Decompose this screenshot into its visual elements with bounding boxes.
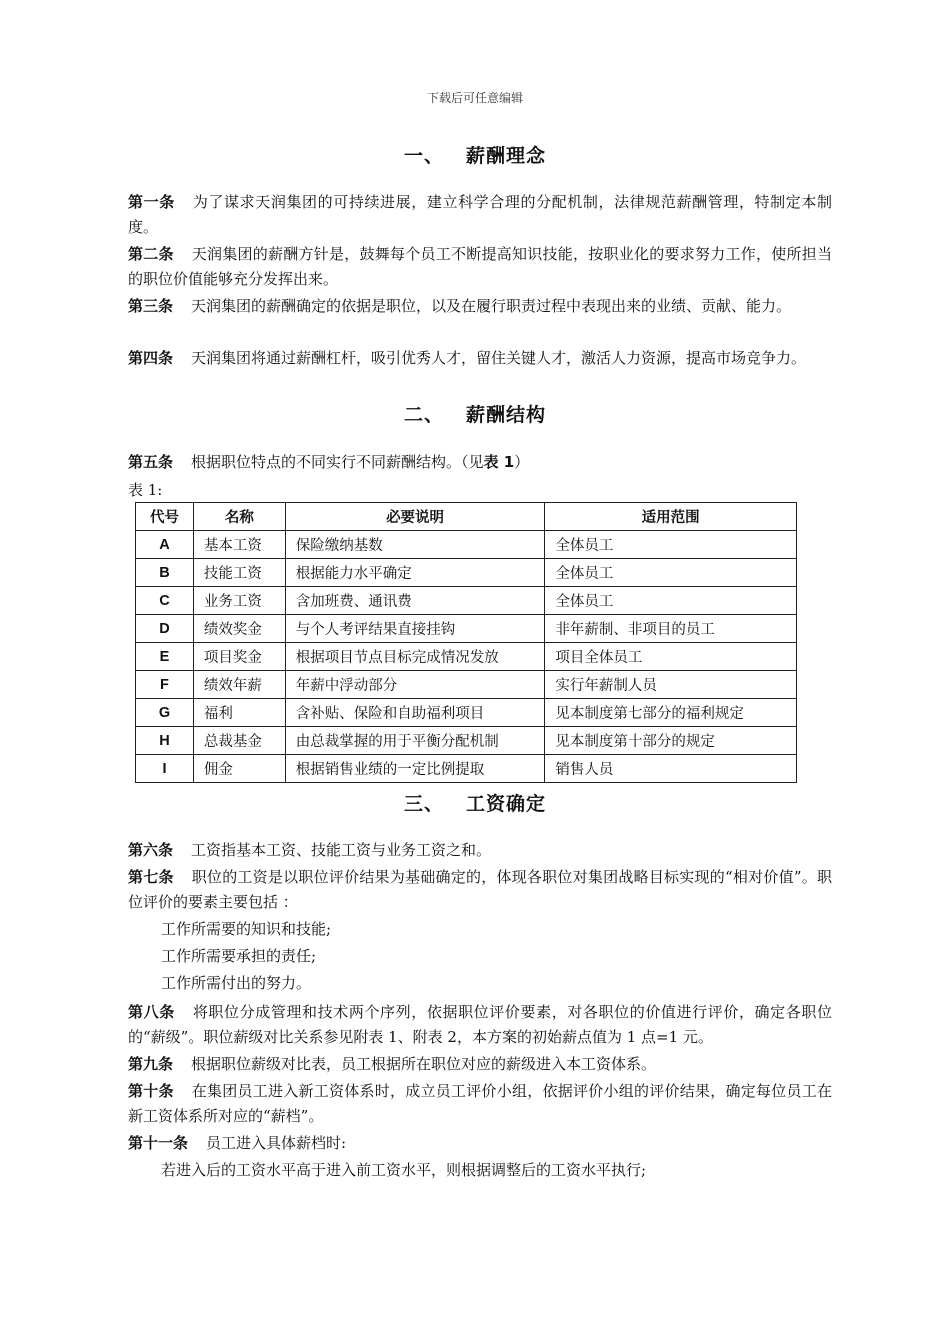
article-7-item: 工作所需要承担的责任; [161, 947, 317, 965]
cell-name: 技能工资 [193, 559, 285, 587]
cell-name: 佣金 [193, 755, 285, 783]
article-text: 根据职位薪级对比表，员工根据所在职位对应的薪级进入本工资体系。 [191, 1055, 657, 1073]
article-label: 第七条 [128, 868, 174, 886]
article-text: 天润集团的薪酬方针是，鼓舞每个员工不断提高知识技能，按职业化的要求努力工作，使所担当的职位价值能够充分发挥出来。 [128, 245, 832, 288]
cell-scope: 非年薪制、非项目的员工 [545, 615, 797, 643]
cell-scope: 见本制度第十部分的规定 [545, 727, 797, 755]
cell-description: 根据项目节点目标完成情况发放 [285, 643, 545, 671]
cell-scope: 全体员工 [545, 559, 797, 587]
cell-name: 福利 [193, 699, 285, 727]
article-11 [128, 1131, 832, 1156]
table-row [136, 727, 797, 755]
cell-description: 根据能力水平确定 [285, 559, 545, 587]
article-label: 第九条 [128, 1055, 174, 1073]
cell-code: B [136, 559, 194, 587]
article-2 [128, 242, 832, 292]
table-row [136, 531, 797, 559]
article-label: 第五条 [128, 453, 174, 471]
article-7-item: 工作所需要的知识和技能; [161, 920, 332, 938]
section-title: 薪酬理念 [466, 145, 547, 167]
article-text: 天润集团将通过薪酬杠杆，吸引优秀人才，留住关键人才，激活人力资源，提高市场竞争力。 [191, 349, 807, 367]
article-text-end: ） [514, 453, 530, 471]
table-caption: 表 1: [128, 481, 163, 499]
article-label: 第八条 [128, 1003, 175, 1021]
article-text: 为了谋求天润集团的可持续进展，建立科学合理的分配机制，法律规范薪酬管理，特制定本制度。 [128, 193, 832, 236]
cell-name: 基本工资 [193, 531, 285, 559]
cell-name: 项目奖金 [193, 643, 285, 671]
article-4 [128, 346, 832, 371]
article-text: 在集团员工进入新工资体系时，成立员工评价小组，依据评价小组的评价结果，确定每位员工在新工资体系所对应的“薪档”。 [128, 1082, 832, 1125]
article-7 [128, 865, 832, 915]
section-heading-2 [0, 400, 950, 427]
article-text: 将职位分成管理和技术两个序列，依据职位评价要素，对各职位的价值进行评价，确定各职位的“薪级”。职位薪级对比关系参见附表 1、附表 2，本方案的初始薪点值为 1 点=1 元。 [128, 1003, 832, 1046]
cell-name: 绩效年薪 [193, 671, 285, 699]
article-text: 根据职位特点的不同实行不同薪酬结构。（见 [191, 453, 484, 471]
article-text: 天润集团的薪酬确定的依据是职位，以及在履行职责过程中表现出来的业绩、贡献、能力。 [191, 297, 792, 315]
header-code: 代号 [136, 503, 194, 531]
article-label: 第十条 [128, 1082, 174, 1100]
cell-code: I [136, 755, 194, 783]
table-row [136, 755, 797, 783]
article-5 [128, 450, 832, 475]
cell-scope: 见本制度第七部分的福利规定 [545, 699, 797, 727]
article-7-item: 工作所需付出的努力。 [161, 974, 312, 992]
cell-code: F [136, 671, 194, 699]
article-10 [128, 1079, 832, 1129]
table-row [136, 615, 797, 643]
section-heading-3 [0, 789, 950, 816]
article-11-item: 若进入后的工资水平高于进入前工资水平，则根据调整后的工资水平执行; [161, 1161, 647, 1179]
cell-description: 含补贴、保险和自助福利项目 [285, 699, 545, 727]
cell-description: 与个人考评结果直接挂钩 [285, 615, 545, 643]
cell-name: 总裁基金 [193, 727, 285, 755]
article-8 [128, 1000, 832, 1050]
cell-code: C [136, 587, 194, 615]
cell-description: 含加班费、通讯费 [285, 587, 545, 615]
cell-scope: 销售人员 [545, 755, 797, 783]
section-number: 三、 [403, 793, 444, 815]
section-number: 二、 [403, 404, 444, 426]
article-1 [128, 190, 832, 240]
cell-description: 根据销售业绩的一定比例提取 [285, 755, 545, 783]
article-9 [128, 1052, 832, 1077]
article-label: 第二条 [128, 245, 174, 263]
section-title: 工资确定 [466, 793, 547, 815]
cell-code: E [136, 643, 194, 671]
table-row [136, 643, 797, 671]
cell-description: 年薪中浮动部分 [285, 671, 545, 699]
page-header-note: 下载后可任意编辑 [426, 91, 523, 105]
cell-scope: 全体员工 [545, 587, 797, 615]
section-title: 薪酬结构 [466, 404, 547, 426]
header-scope: 适用范围 [545, 503, 797, 531]
article-3 [128, 294, 832, 319]
cell-description: 保险缴纳基数 [285, 531, 545, 559]
article-text: 职位的工资是以职位评价结果为基础确定的，体现各职位对集团战略目标实现的“相对价值”。职位评价的要素主要包括 ： [128, 868, 832, 911]
salary-structure-table [135, 502, 797, 783]
cell-name: 绩效奖金 [193, 615, 285, 643]
cell-description: 由总裁掌握的用于平衡分配机制 [285, 727, 545, 755]
table-row [136, 559, 797, 587]
article-6 [128, 838, 832, 863]
cell-name: 业务工资 [193, 587, 285, 615]
article-label: 第一条 [128, 193, 175, 211]
article-text: 员工进入具体薪档时: [206, 1134, 347, 1152]
article-label: 第四条 [128, 349, 174, 367]
table-row [136, 699, 797, 727]
cell-code: G [136, 699, 194, 727]
cell-scope: 实行年薪制人员 [545, 671, 797, 699]
cell-code: A [136, 531, 194, 559]
header-description: 必要说明 [285, 503, 545, 531]
section-heading-1 [0, 141, 950, 168]
article-label: 第三条 [128, 297, 174, 315]
cell-code: D [136, 615, 194, 643]
table-row [136, 671, 797, 699]
section-number: 一、 [403, 145, 444, 167]
article-text: 工资指基本工资、技能工资与业务工资之和。 [191, 841, 492, 859]
table-reference: 表 1 [483, 453, 515, 471]
cell-scope: 项目全体员工 [545, 643, 797, 671]
article-label: 第六条 [128, 841, 174, 859]
cell-scope: 全体员工 [545, 531, 797, 559]
article-label: 第十一条 [128, 1134, 189, 1152]
table-header-row [136, 503, 797, 531]
table-row [136, 587, 797, 615]
header-name: 名称 [193, 503, 285, 531]
cell-code: H [136, 727, 194, 755]
